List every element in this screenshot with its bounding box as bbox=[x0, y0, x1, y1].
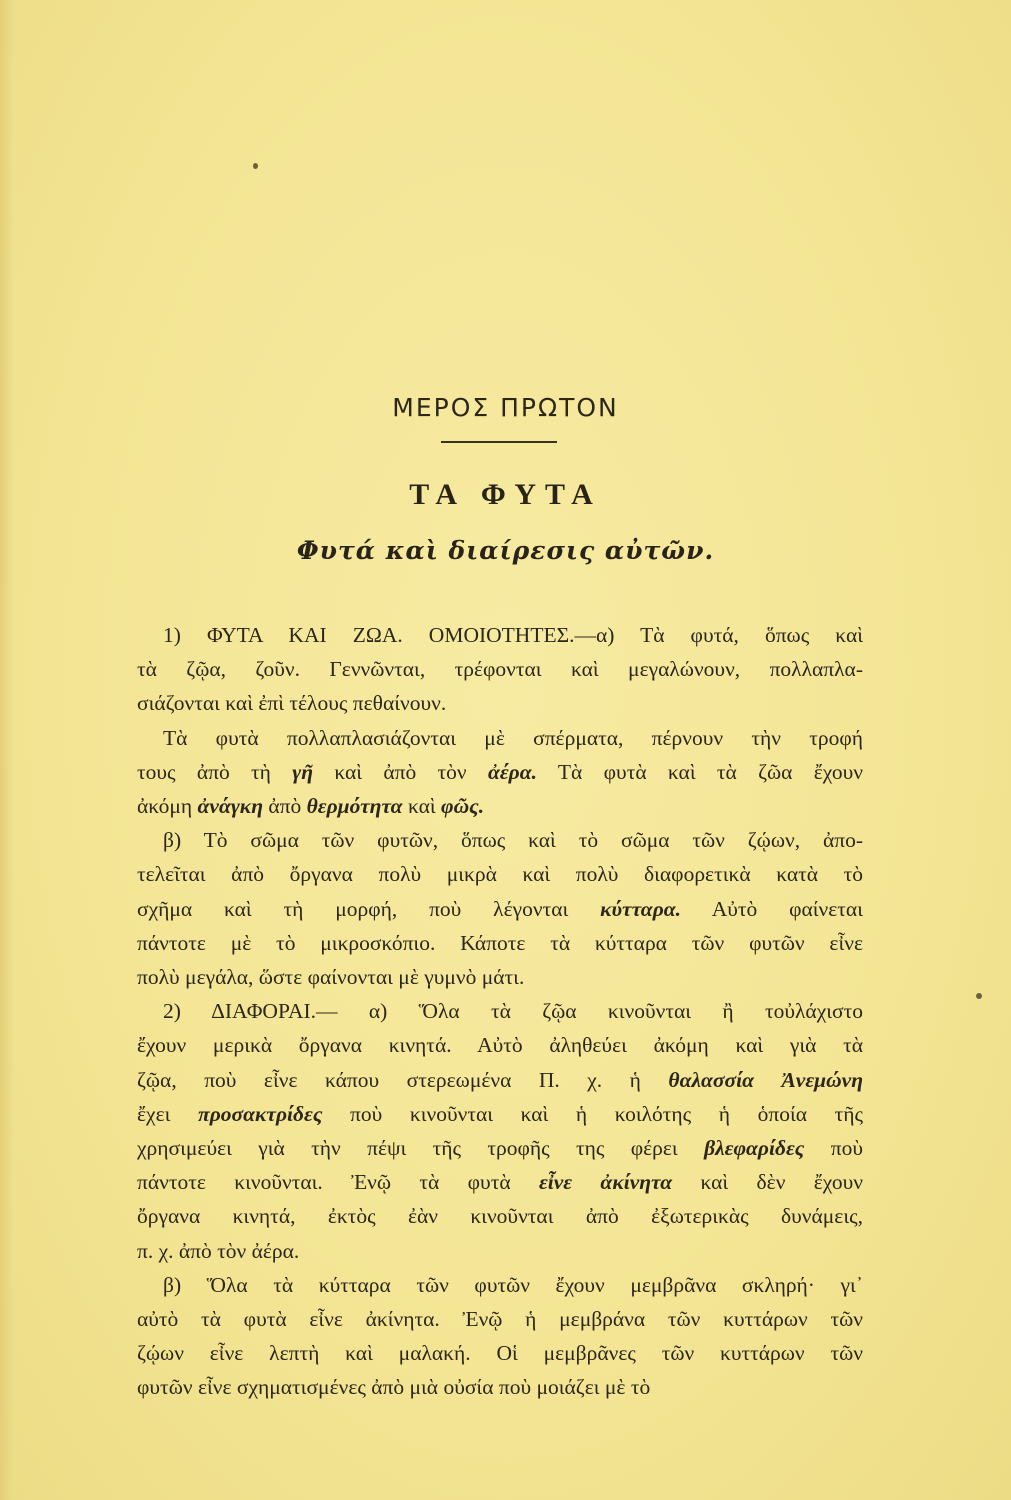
text-run: τελεῖται ἀπὸ ὄργανα πολὺ μικρὰ καὶ πολὺ διαφορετικὰ κατὰ τὸ bbox=[137, 862, 863, 887]
text-line bbox=[137, 823, 863, 857]
text-run: πάντοτε μὲ τὸ μικροσκόπιο. Κάποτε τὰ κύτταρα τῶν φυτῶν εἶνε bbox=[137, 930, 863, 955]
text-line bbox=[137, 1199, 863, 1233]
text-line bbox=[137, 1336, 863, 1370]
ink-speck bbox=[253, 163, 258, 169]
text-run: πολὺ μεγάλα, ὥστε φαίνονται μὲ γυμνὸ μάτι. bbox=[137, 965, 525, 990]
text-run: καὶ δὲν ἔχουν bbox=[672, 1170, 863, 1195]
text-run: ποὺ κινοῦνται καὶ ἡ κοιλότης ἡ ὁποία τῆς bbox=[322, 1101, 863, 1126]
text-run: σιάζονται καὶ ἐπὶ τέλους πεθαίνουν. bbox=[137, 691, 447, 716]
text-line bbox=[137, 618, 863, 652]
text-line bbox=[137, 857, 863, 891]
text-run: π. χ. ἀπὸ τὸν ἀέρα. bbox=[137, 1238, 300, 1263]
text-line bbox=[137, 960, 863, 994]
title-divider bbox=[441, 441, 557, 443]
page-left-edge bbox=[0, 0, 14, 1500]
emphasized-term: εἶνε ἀκίνητα bbox=[538, 1170, 673, 1195]
text-run: ἔχουν μερικὰ ὄργανα κινητά. Αὐτὸ ἀληθεύει ἀκόμη καὶ γιὰ τὰ bbox=[137, 1033, 863, 1058]
text-line bbox=[137, 755, 863, 789]
ink-speck bbox=[976, 993, 982, 999]
text-run: τους ἀπὸ τὴ bbox=[137, 759, 293, 784]
text-run: ζῴων εἶνε λεπτὴ καὶ μαλακή. Οἱ μεμβρᾶνες τῶν κυττάρων τῶν bbox=[137, 1341, 863, 1366]
text-line bbox=[137, 1370, 863, 1404]
emphasized-term: κύτταρα. bbox=[600, 896, 682, 921]
text-line bbox=[137, 686, 863, 720]
emphasized-term: ἀνάγκη bbox=[197, 794, 263, 819]
text-run: 1) ΦΥΤΑ ΚΑΙ ΖΩΑ. ΟΜΟΙΟΤΗΤΕΣ.—α) Τὰ φυτά, ὅπως καὶ bbox=[163, 623, 863, 647]
text-run: σχῆμα καὶ τὴ μορφή, ποὺ λέγονται bbox=[137, 896, 601, 921]
text-line bbox=[137, 1234, 863, 1268]
text-line bbox=[137, 1028, 863, 1062]
text-run: ἔχει bbox=[137, 1101, 198, 1126]
text-run: Τὰ φυτὰ καὶ τὰ ζῶα ἔχουν bbox=[537, 759, 863, 784]
text-line bbox=[137, 652, 863, 686]
text-run: 2) ΔΙΑΦΟΡΑΙ.— α) Ὅλα τὰ ζῷα κινοῦνται ἢ τοὐλάχιστο bbox=[163, 999, 863, 1024]
text-run: καὶ ἀπὸ τὸν bbox=[313, 759, 488, 784]
text-run: τὰ ζῷα, ζοῦν. Γεννῶνται, τρέφονται καὶ μεγαλώνουν, πολλαπλα- bbox=[137, 657, 863, 682]
text-line bbox=[137, 721, 863, 755]
text-line bbox=[137, 926, 863, 960]
text-run: ἀπὸ bbox=[263, 794, 307, 819]
text-line bbox=[137, 789, 863, 823]
text-line bbox=[137, 1131, 863, 1165]
part-title: ΜΕΡΟΣ ΠΡΩΤΟΝ bbox=[392, 393, 619, 422]
text-line bbox=[137, 1302, 863, 1336]
text-line bbox=[137, 994, 863, 1028]
text-run: χρησιμεύει γιὰ τὴν πέψι τῆς τροφῆς της φέρει bbox=[137, 1136, 705, 1161]
text-run: φυτῶν εἶνε σχηματισμένες ἀπὸ μιὰ οὐσία ποὺ μοιάζει μὲ τὸ bbox=[137, 1375, 651, 1400]
text-run: Αὐτὸ φαίνεται bbox=[681, 896, 863, 921]
text-line bbox=[137, 1268, 863, 1302]
emphasized-term: θαλασσία Ἀνεμώνη bbox=[668, 1067, 864, 1092]
emphasized-term: βλεφαρίδες bbox=[704, 1136, 805, 1161]
emphasized-term: ἀέρα. bbox=[487, 759, 537, 784]
text-line bbox=[137, 892, 863, 926]
text-run: Τὰ φυτὰ πολλαπλασιάζονται μὲ σπέρματα, πέρνουν τὴν τροφή bbox=[163, 725, 863, 750]
emphasized-term: θερμότητα bbox=[306, 794, 403, 819]
section-subtitle: Φυτά καὶ διαίρεσις αὐτῶν. bbox=[296, 536, 715, 565]
text-run: πάντοτε κινοῦνται. Ἐνῷ τὰ φυτὰ bbox=[137, 1170, 539, 1195]
section-title: ΤΑ ΦΥΤΑ bbox=[409, 478, 602, 511]
text-line bbox=[137, 1097, 863, 1131]
emphasized-term: γῆ bbox=[292, 759, 313, 784]
text-line bbox=[137, 1165, 863, 1199]
text-run: ὄργανα κινητά, ἐκτὸς ἐὰν κινοῦνται ἀπὸ ἐξωτερικὰς δυνάμεις, bbox=[137, 1204, 863, 1229]
text-run: ποὺ bbox=[804, 1136, 863, 1161]
text-run: ἀκόμη bbox=[137, 794, 198, 819]
text-line bbox=[137, 1063, 863, 1097]
text-run: αὐτὸ τὰ φυτὰ εἶνε ἀκίνητα. Ἐνῷ ἡ μεμβράνα τῶν κυττάρων τῶν bbox=[137, 1307, 863, 1332]
text-run: β) Τὸ σῶμα τῶν φυτῶν, ὅπως καὶ τὸ σῶμα τῶν ζῴων, ἀπο- bbox=[163, 828, 863, 853]
emphasized-term: προσακτρίδες bbox=[197, 1101, 323, 1126]
text-run: β) Ὅλα τὰ κύτταρα τῶν φυτῶν ἔχουν μεμβρᾶνα σκληρή· γι᾽ bbox=[163, 1272, 863, 1297]
emphasized-term: φῶς. bbox=[441, 794, 485, 819]
text-run: ζῷα, ποὺ εἶνε κάπου στερεωμένα Π. χ. ἡ bbox=[137, 1067, 669, 1092]
body-text bbox=[137, 618, 863, 1405]
text-run: καὶ bbox=[402, 794, 442, 819]
